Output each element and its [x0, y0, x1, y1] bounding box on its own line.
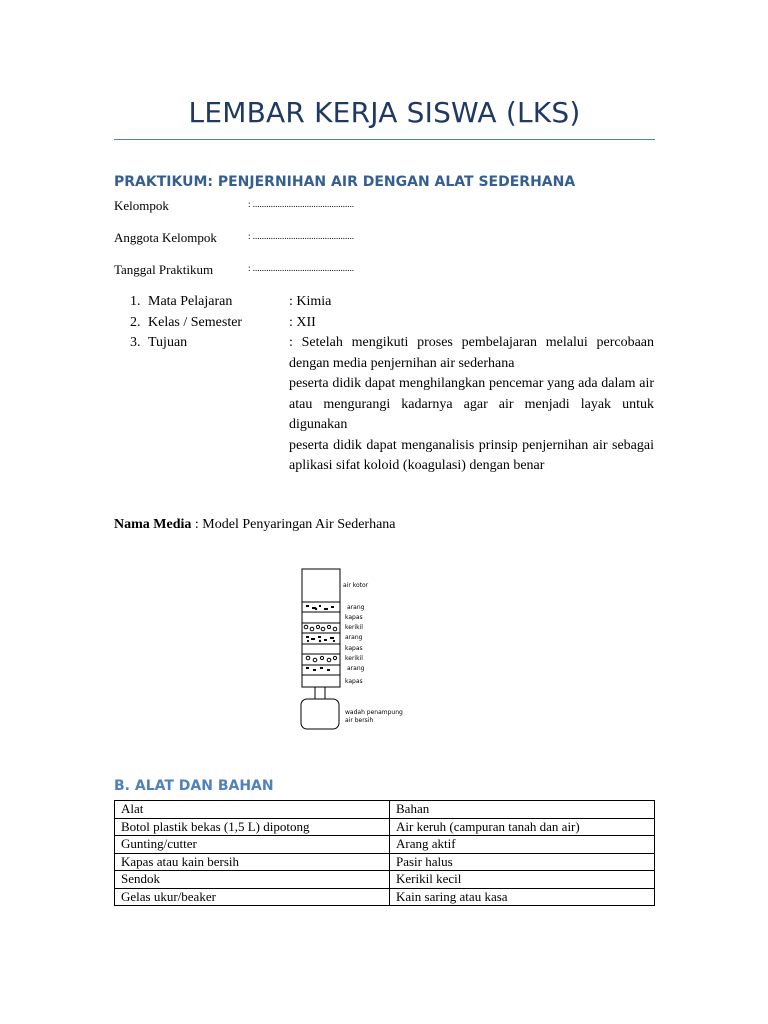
list-value-text: XII: [296, 314, 316, 330]
list-colon: :: [289, 314, 297, 330]
table-row: [115, 818, 655, 836]
list-number: 1.: [130, 294, 141, 309]
label-arang: arang: [347, 665, 365, 672]
label-air-bersih: air bersih: [345, 717, 374, 724]
list-value-text: peserta didik dapat menghilangkan pencemar yang ada dalam air atau mengurangi kadarnya agar air menjadi layak untuk digunakan: [289, 376, 654, 432]
list-value: [289, 313, 654, 334]
table-row: [115, 888, 655, 906]
list-colon: :: [289, 335, 302, 350]
label-wadah-penampung: wadah penampung: [345, 709, 403, 716]
label-kerikil: kerikil: [345, 624, 363, 631]
info-list: [114, 292, 654, 477]
filter-outlet-pipe: [315, 687, 325, 699]
list-value-text: Setelah mengikuti proses pembelajaran melalui percobaan dengan media penjernihan air sederhana: [289, 335, 655, 371]
list-label: Kelas / Semester: [148, 314, 243, 330]
collection-container: [301, 699, 339, 729]
label-kapas: kapas: [345, 678, 363, 685]
field-blank: : .............................................: [248, 263, 355, 273]
field-label: Tanggal Praktikum: [114, 262, 214, 277]
table-cell: Pasir halus: [390, 853, 655, 871]
table-cell: Kain saring atau kasa: [390, 888, 655, 906]
filter-diagram: [296, 565, 416, 735]
table-cell: Sendok: [115, 871, 390, 889]
field-blank: : .............................................: [248, 199, 355, 209]
info-list-item: [114, 333, 654, 477]
title-underline: [114, 139, 655, 140]
field-label: Anggota Kelompok: [114, 230, 217, 245]
section-b-heading: B. ALAT DAN BAHAN: [114, 778, 274, 794]
table-cell: Botol plastik bekas (1,5 L) dipotong: [115, 818, 390, 836]
list-colon: :: [289, 294, 297, 309]
list-value-text: peserta didik dapat menganalisis prinsip penjernihan air sebagai aplikasi sifat koloid (koagulasi) dengan benar: [289, 437, 654, 473]
list-value: [289, 292, 654, 313]
list-label: Tujuan: [148, 335, 188, 350]
list-value-line: [289, 333, 654, 374]
table-cell: Gunting/cutter: [115, 836, 390, 854]
table-header-row: [115, 801, 655, 819]
page-title: LEMBAR KERJA SISWA (LKS): [188, 96, 581, 129]
field-blank: : .............................................: [248, 231, 355, 241]
table-cell: Gelas ukur/beaker: [115, 888, 390, 906]
info-list-item: [114, 313, 654, 334]
table-row: [115, 836, 655, 854]
list-number: 3.: [130, 335, 141, 350]
list-value-line: [289, 374, 654, 436]
list-value: [289, 333, 654, 477]
list-value-line: [289, 313, 654, 334]
table-header-cell: Alat: [115, 801, 390, 819]
praktikum-heading: PRAKTIKUM: PENJERNIHAN AIR DENGAN ALAT SEDERHANA: [114, 174, 576, 190]
label-air-kotor: air kotor: [343, 582, 369, 589]
list-value-line: [289, 292, 654, 313]
alat-bahan-table: [114, 800, 655, 906]
media-label: Nama Media: [114, 517, 192, 532]
label-kapas: kapas: [345, 645, 363, 652]
table-row: [115, 871, 655, 889]
list-value-line: [289, 436, 654, 477]
table-cell: Air keruh (campuran tanah dan air): [390, 818, 655, 836]
media-value: : Model Penyaringan Air Sederhana: [194, 517, 396, 532]
info-list-item: [114, 292, 654, 313]
list-label: Mata Pelajaran: [148, 294, 233, 309]
table-cell: Kerikil kecil: [390, 871, 655, 889]
table-cell: Kapas atau kain bersih: [115, 853, 390, 871]
list-value-text: Kimia: [296, 294, 332, 309]
label-arang: arang: [347, 604, 365, 611]
label-arang: arang: [345, 634, 363, 641]
field-label: Kelompok: [114, 198, 169, 213]
label-kerikil: kerikil: [345, 655, 363, 662]
table-cell: Arang aktif: [390, 836, 655, 854]
table-row: [115, 853, 655, 871]
list-number: 2.: [130, 314, 141, 330]
media-line: [114, 517, 396, 533]
table-header-cell: Bahan: [390, 801, 655, 819]
label-kapas: kapas: [345, 614, 363, 621]
